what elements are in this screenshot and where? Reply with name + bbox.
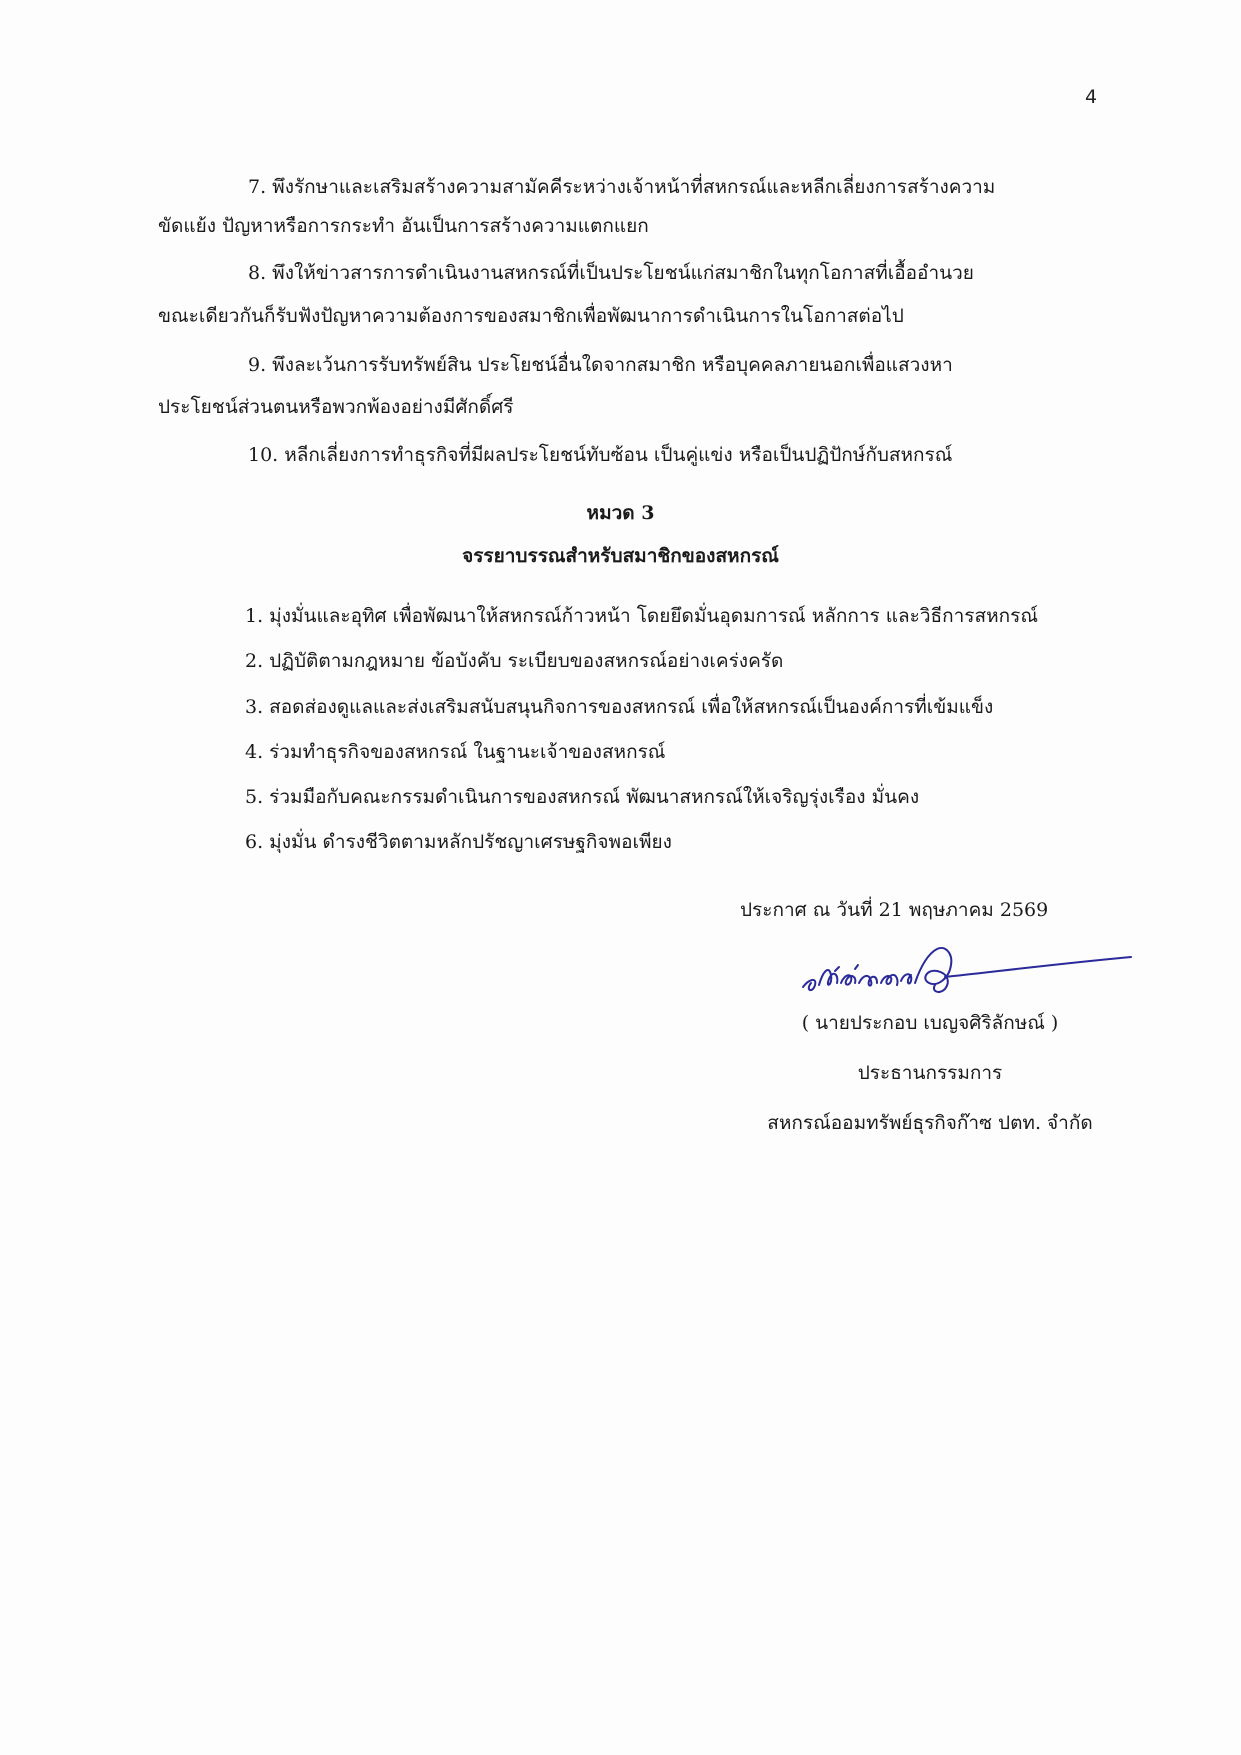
item-9-line-1: 9. พึงละเว้นการรับทรัพย์สิน ประโยชน์อื่นใดจากสมาชิก หรือบุคคลภายนอกเพื่อแสวงหา	[248, 354, 953, 376]
handwritten-signature	[795, 935, 1135, 1005]
section-heading: หมวด 3	[586, 502, 655, 524]
section-title: จรรยาบรรณสำหรับสมาชิกของสหกรณ์	[462, 545, 779, 567]
member-item-3: 3. สอดส่องดูแลและส่งเสริมสนับสนุนกิจการของสหกรณ์ เพื่อให้สหกรณ์เป็นองค์การที่เข้มแข็ง	[245, 696, 994, 718]
item-8-line-2: ขณะเดียวกันก็รับฟังปัญหาความต้องการของสมาชิกเพื่อพัฒนาการดำเนินการในโอกาสต่อไป	[158, 305, 904, 327]
announcement-date: ประกาศ ณ วันที่ 21 พฤษภาคม 2569	[740, 899, 1049, 921]
page-number: 4	[1085, 86, 1098, 108]
member-item-5: 5. ร่วมมือกับคณะกรรมดำเนินการของสหกรณ์ พัฒนาสหกรณ์ให้เจริญรุ่งเรือง มั่นคง	[245, 786, 920, 808]
item-7-line-1: 7. พึงรักษาและเสริมสร้างความสามัคคีระหว่างเจ้าหน้าที่สหกรณ์และหลีกเลี่ยงการสร้างความ	[248, 176, 996, 198]
item-8-line-1: 8. พึงให้ข่าวสารการดำเนินงานสหกรณ์ที่เป็นประโยชน์แก่สมาชิกในทุกโอกาสที่เอื้ออำนวย	[248, 262, 974, 284]
member-item-1: 1. มุ่งมั่นและอุทิศ เพื่อพัฒนาให้สหกรณ์ก้าวหน้า โดยยึดมั่นอุดมการณ์ หลักการ และวิธีการสหกรณ์	[245, 605, 1038, 627]
member-item-4: 4. ร่วมทำธุรกิจของสหกรณ์ ในฐานะเจ้าของสหกรณ์	[245, 741, 666, 763]
signer-name: ( นายประกอบ เบญจศิริลักษณ์ )	[801, 1012, 1059, 1034]
signer-position: ประธานกรรมการ	[857, 1062, 1003, 1084]
item-7-line-2: ขัดแย้ง ปัญหาหรือการกระทำ อันเป็นการสร้างความแตกแยก	[158, 215, 649, 237]
item-9-line-2: ประโยชน์ส่วนตนหรือพวกพ้องอย่างมีศักดิ์ศรี	[158, 396, 514, 418]
organization-name: สหกรณ์ออมทรัพย์ธุรกิจก๊าซ ปตท. จำกัด	[767, 1112, 1093, 1134]
item-10-line-1: 10. หลีกเลี่ยงการทำธุรกิจที่มีผลประโยชน์ทับซ้อน เป็นคู่แข่ง หรือเป็นปฏิปักษ์กับสหกรณ์	[248, 444, 953, 466]
member-item-6: 6. มุ่งมั่น ดำรงชีวิตตามหลักปรัชญาเศรษฐกิจพอเพียง	[245, 831, 672, 853]
member-item-2: 2. ปฏิบัติตามกฎหมาย ข้อบังคับ ระเบียบของสหกรณ์อย่างเคร่งครัด	[245, 650, 784, 672]
